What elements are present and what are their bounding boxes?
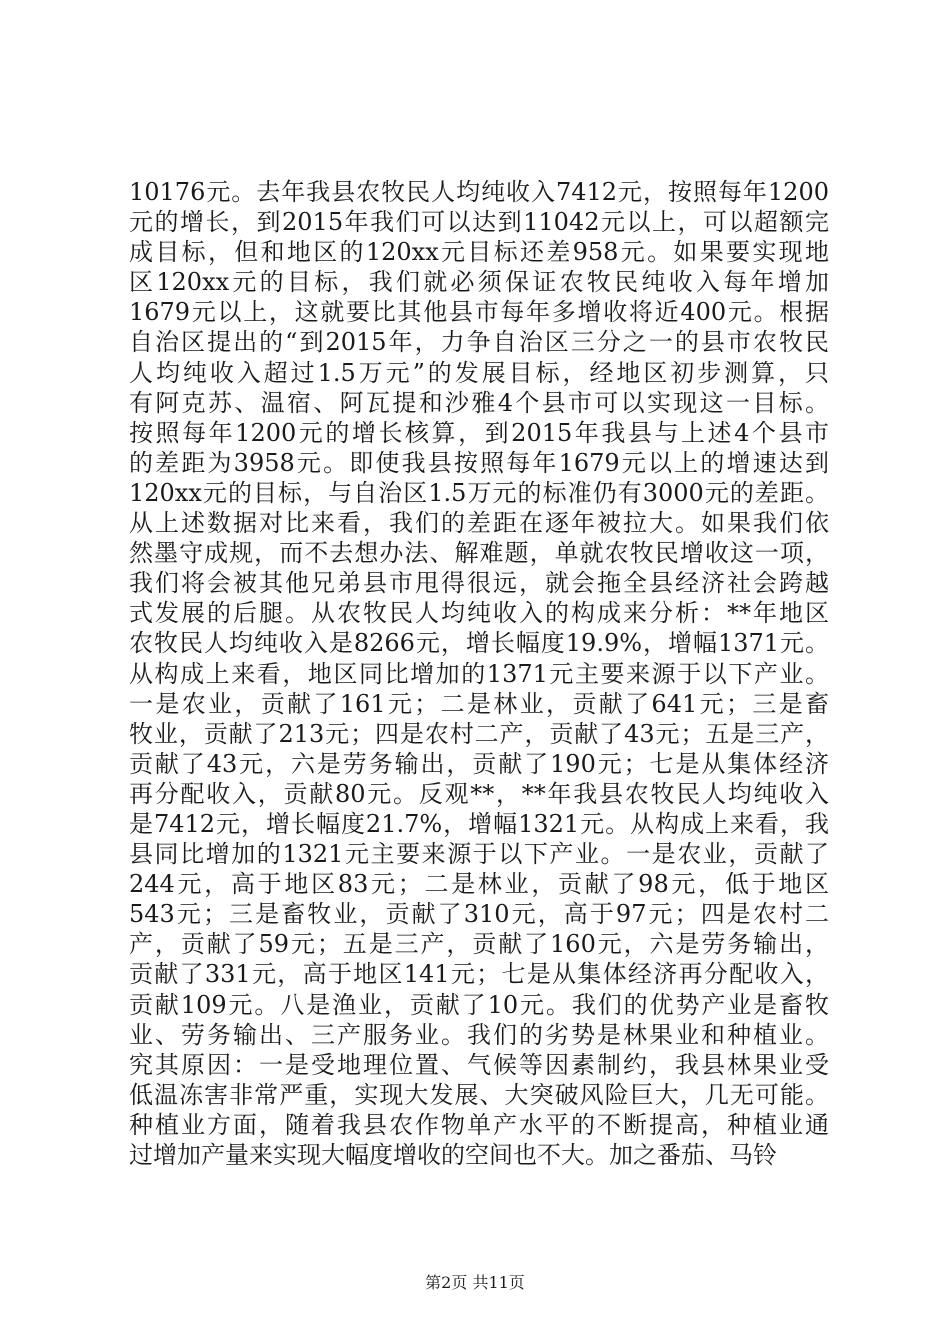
text-line: 从构成上来看，地区同比增加的1371元主要来源于以下产业。 (129, 659, 829, 688)
text-line: 人均纯收入超过1.5万元”的发展目标，经地区初步测算，只 (129, 358, 829, 387)
text-line: 是7412元，增长幅度21.7%，增幅1321元。从构成上来看，我 (129, 809, 829, 838)
text-line: 贡献了331元，高于地区141元；七是从集体经济再分配收入， (129, 960, 829, 989)
text-line: 一是农业，贡献了161元；二是林业，贡献了641元；三是畜 (129, 689, 829, 718)
text-line: 然墨守成规，而不去想办法、解难题，单就农牧民增收这一项， (129, 539, 829, 568)
text-line: 的差距为3958元。即使我县按照每年1679元以上的增速达到 (129, 448, 829, 477)
text-line: 成目标，但和地区的120xx元目标还差958元。如果要实现地 (129, 238, 829, 267)
text-line: 我们将会被其他兄弟县市甩得很远，就会拖全县经济社会跨越 (129, 569, 829, 598)
page-footer: 第2页 共11页 (425, 1273, 525, 1292)
text-line: 贡献109元。八是渔业，贡献了10元。我们的优势产业是畜牧 (129, 990, 829, 1019)
text-line: 究其原因：一是受地理位置、气候等因素制约，我县林果业受 (129, 1050, 829, 1079)
text-line: 有阿克苏、温宿、阿瓦提和沙雅4个县市可以实现这一目标。 (129, 388, 829, 417)
text-line: 543元；三是畜牧业，贡献了310元，高于97元；四是农村二 (129, 900, 829, 929)
text-line: 10176元。去年我县农牧民人均纯收入7412元，按照每年1200 (129, 178, 829, 206)
text-line: 再分配收入，贡献80元。反观**，**年我县农牧民人均纯收入 (129, 779, 829, 808)
text-line: 1679元以上，这就要比其他县市每年多增收将近400元。根据 (129, 298, 829, 327)
body-text (129, 177, 829, 1170)
text-line: 贡献了43元，六是劳务输出，贡献了190元；七是从集体经济 (129, 749, 829, 778)
text-line: 产，贡献了59元；五是三产，贡献了160元，六是劳务输出， (129, 930, 829, 959)
text-line: 120xx元的目标，与自治区1.5万元的标准仍有3000元的差距。 (129, 478, 829, 507)
text-line: 244元，高于地区83元；二是林业，贡献了98元，低于地区 (129, 870, 829, 899)
text-line: 种植业方面，随着我县农作物单产水平的不断提高，种植业通 (129, 1110, 829, 1139)
text-line: 过增加产量来实现大幅度增收的空间也不大。加之番茄、马铃 (129, 1141, 777, 1169)
text-line: 自治区提出的“到2015年，力争自治区三分之一的县市农牧民 (129, 328, 829, 357)
text-line: 从上述数据对比来看，我们的差距在逐年被拉大。如果我们依 (129, 509, 829, 538)
text-line: 业、劳务输出、三产服务业。我们的劣势是林果业和种植业。 (129, 1020, 829, 1049)
text-line: 式发展的后腿。从农牧民人均纯收入的构成来分析：**年地区 (129, 599, 829, 628)
text-line: 元的增长，到2015年我们可以达到11042元以上，可以超额完 (129, 208, 829, 237)
text-line: 按照每年1200元的增长核算，到2015年我县与上述4个县市 (129, 418, 829, 447)
text-line: 农牧民人均纯收入是8266元，增长幅度19.9%，增幅1371元。 (129, 629, 829, 658)
text-line: 牧业，贡献了213元；四是农村二产，贡献了43元；五是三产， (129, 719, 829, 748)
text-line: 县同比增加的1321元主要来源于以下产业。一是农业，贡献了 (129, 840, 829, 869)
text-line: 低温冻害非常严重，实现大发展、大突破风险巨大，几无可能。 (129, 1080, 829, 1109)
text-line: 区120xx元的目标，我们就必须保证农牧民纯收入每年增加 (129, 268, 829, 297)
